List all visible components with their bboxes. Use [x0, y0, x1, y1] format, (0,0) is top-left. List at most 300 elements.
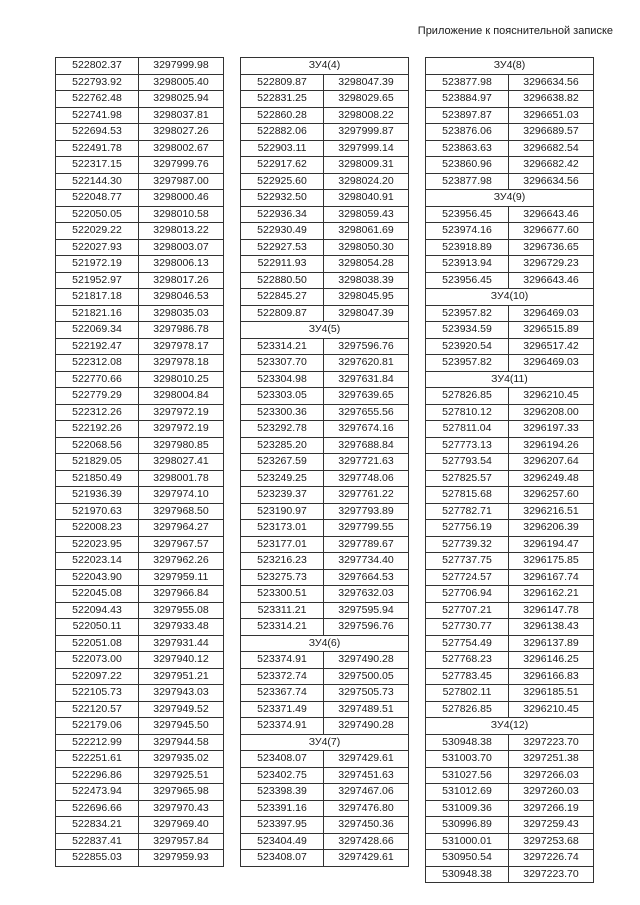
x-coordinate: 523267.59	[241, 454, 324, 471]
coordinate-row	[426, 751, 594, 768]
coordinate-row	[241, 388, 409, 405]
y-coordinate: 3296208.00	[509, 404, 594, 421]
section-header-row	[426, 371, 594, 388]
coordinate-row	[56, 586, 224, 603]
y-coordinate: 3296197.33	[509, 421, 594, 438]
coordinate-row	[241, 272, 409, 289]
coordinate-row	[56, 404, 224, 421]
y-coordinate: 3297951.21	[139, 668, 224, 685]
y-coordinate: 3296643.46	[509, 272, 594, 289]
x-coordinate: 522930.49	[241, 223, 324, 240]
x-coordinate: 522911.93	[241, 256, 324, 273]
section-title: ЗУ4(11)	[426, 371, 594, 388]
x-coordinate: 522762.48	[56, 91, 139, 108]
coordinate-row	[56, 206, 224, 223]
coordinate-row	[56, 388, 224, 405]
x-coordinate: 523311.21	[241, 602, 324, 619]
y-coordinate: 3297962.26	[139, 553, 224, 570]
x-coordinate: 530948.38	[426, 734, 509, 751]
x-coordinate: 527826.85	[426, 388, 509, 405]
coordinate-row	[56, 421, 224, 438]
x-coordinate: 522048.77	[56, 190, 139, 207]
x-coordinate: 522312.08	[56, 355, 139, 372]
coordinate-row	[56, 355, 224, 372]
y-coordinate: 3298005.40	[139, 74, 224, 91]
y-coordinate: 3296638.82	[509, 91, 594, 108]
coordinate-row	[241, 503, 409, 520]
x-coordinate: 522927.53	[241, 239, 324, 256]
y-coordinate: 3298035.03	[139, 305, 224, 322]
section-title: ЗУ4(9)	[426, 190, 594, 207]
coordinate-row	[241, 223, 409, 240]
x-coordinate: 527756.19	[426, 520, 509, 537]
coordinate-row	[426, 520, 594, 537]
y-coordinate: 3298054.28	[324, 256, 409, 273]
coordinate-row	[241, 652, 409, 669]
x-coordinate: 522027.93	[56, 239, 139, 256]
y-coordinate: 3298004.84	[139, 388, 224, 405]
coordinate-row	[426, 850, 594, 867]
x-coordinate: 523957.82	[426, 305, 509, 322]
x-coordinate: 527826.85	[426, 701, 509, 718]
coordinate-row	[56, 91, 224, 108]
y-coordinate: 3298046.53	[139, 289, 224, 306]
coordinate-row	[426, 470, 594, 487]
y-coordinate: 3297467.06	[324, 784, 409, 801]
x-coordinate: 523173.01	[241, 520, 324, 537]
coordinate-row	[241, 718, 409, 735]
x-coordinate: 522860.28	[241, 107, 324, 124]
coordinate-row	[241, 421, 409, 438]
x-coordinate: 522903.11	[241, 140, 324, 157]
coordinate-row	[241, 602, 409, 619]
x-coordinate: 530948.38	[426, 866, 509, 883]
y-coordinate: 3297925.51	[139, 767, 224, 784]
x-coordinate: 522023.14	[56, 553, 139, 570]
y-coordinate: 3296469.03	[509, 355, 594, 372]
y-coordinate: 3296736.65	[509, 239, 594, 256]
x-coordinate: 530996.89	[426, 817, 509, 834]
coordinate-row	[426, 784, 594, 801]
coordinate-row	[241, 569, 409, 586]
coordinate-row	[426, 91, 594, 108]
y-coordinate: 3296257.60	[509, 487, 594, 504]
coordinate-row	[56, 833, 224, 850]
x-coordinate: 527706.94	[426, 586, 509, 603]
x-coordinate: 522251.61	[56, 751, 139, 768]
coordinate-row	[241, 371, 409, 388]
coordinate-row	[241, 586, 409, 603]
y-coordinate: 3297596.76	[324, 338, 409, 355]
coordinate-row	[426, 817, 594, 834]
coordinate-row	[56, 569, 224, 586]
x-coordinate: 522050.11	[56, 619, 139, 636]
y-coordinate: 3297974.10	[139, 487, 224, 504]
coordinate-row	[56, 487, 224, 504]
y-coordinate: 3297266.19	[509, 800, 594, 817]
x-coordinate: 522917.62	[241, 157, 324, 174]
coordinate-row	[426, 305, 594, 322]
coordinate-row	[56, 734, 224, 751]
x-coordinate: 523913.94	[426, 256, 509, 273]
y-coordinate: 3298038.39	[324, 272, 409, 289]
x-coordinate: 523404.49	[241, 833, 324, 850]
coordinate-row	[56, 124, 224, 141]
coordinate-row	[241, 140, 409, 157]
coordinate-row	[241, 355, 409, 372]
x-coordinate: 522043.90	[56, 569, 139, 586]
section-header-row	[241, 322, 409, 339]
y-coordinate: 3297429.61	[324, 751, 409, 768]
y-coordinate: 3296194.26	[509, 437, 594, 454]
x-coordinate: 522855.03	[56, 850, 139, 867]
x-coordinate: 527737.75	[426, 553, 509, 570]
y-coordinate: 3297978.17	[139, 338, 224, 355]
coordinate-row	[56, 536, 224, 553]
coordinate-row	[56, 256, 224, 273]
y-coordinate: 3298013.22	[139, 223, 224, 240]
x-coordinate: 523367.74	[241, 685, 324, 702]
coordinate-row	[241, 470, 409, 487]
y-coordinate: 3296729.23	[509, 256, 594, 273]
coordinate-row	[241, 520, 409, 537]
x-coordinate: 522105.73	[56, 685, 139, 702]
coordinate-row	[56, 784, 224, 801]
coordinate-row	[426, 437, 594, 454]
x-coordinate: 522770.66	[56, 371, 139, 388]
y-coordinate: 3297596.76	[324, 619, 409, 636]
x-coordinate: 522068.56	[56, 437, 139, 454]
x-coordinate: 522491.78	[56, 140, 139, 157]
x-coordinate: 522845.27	[241, 289, 324, 306]
y-coordinate: 3298010.58	[139, 206, 224, 223]
x-coordinate: 522120.57	[56, 701, 139, 718]
x-coordinate: 527783.45	[426, 668, 509, 685]
coordinate-row	[426, 140, 594, 157]
coordinate-row	[241, 74, 409, 91]
x-coordinate: 522192.26	[56, 421, 139, 438]
section-header-row	[426, 289, 594, 306]
y-coordinate: 3297451.63	[324, 767, 409, 784]
y-coordinate: 3298009.31	[324, 157, 409, 174]
x-coordinate: 531003.70	[426, 751, 509, 768]
coordinate-row	[241, 206, 409, 223]
y-coordinate: 3297490.28	[324, 652, 409, 669]
y-coordinate: 3297972.19	[139, 421, 224, 438]
coordinate-row	[426, 734, 594, 751]
y-coordinate: 3296515.89	[509, 322, 594, 339]
coordinate-row	[56, 668, 224, 685]
x-coordinate: 523877.98	[426, 173, 509, 190]
y-coordinate: 3297969.40	[139, 817, 224, 834]
coordinate-row	[56, 817, 224, 834]
coordinate-row	[426, 685, 594, 702]
x-coordinate: 522023.95	[56, 536, 139, 553]
y-coordinate: 3298006.13	[139, 256, 224, 273]
x-coordinate: 527825.57	[426, 470, 509, 487]
x-coordinate: 523372.74	[241, 668, 324, 685]
y-coordinate: 3296651.03	[509, 107, 594, 124]
x-coordinate: 523934.59	[426, 322, 509, 339]
x-coordinate: 527782.71	[426, 503, 509, 520]
y-coordinate: 3297500.05	[324, 668, 409, 685]
y-coordinate: 3297632.03	[324, 586, 409, 603]
y-coordinate: 3297639.65	[324, 388, 409, 405]
coordinate-row	[56, 272, 224, 289]
coordinate-row	[426, 355, 594, 372]
coordinate-row	[56, 157, 224, 174]
y-coordinate: 3296682.54	[509, 140, 594, 157]
x-coordinate: 522809.87	[241, 305, 324, 322]
coordinate-row	[241, 784, 409, 801]
x-coordinate: 523300.36	[241, 404, 324, 421]
x-coordinate: 522741.98	[56, 107, 139, 124]
x-coordinate: 522925.60	[241, 173, 324, 190]
coordinate-row	[426, 124, 594, 141]
coordinate-row	[241, 833, 409, 850]
y-coordinate: 3296643.46	[509, 206, 594, 223]
x-coordinate: 523920.54	[426, 338, 509, 355]
x-coordinate: 522029.22	[56, 223, 139, 240]
x-coordinate: 522317.15	[56, 157, 139, 174]
y-coordinate: 3298027.26	[139, 124, 224, 141]
coordinate-row	[56, 239, 224, 256]
x-coordinate: 523314.21	[241, 619, 324, 636]
y-coordinate: 3297957.84	[139, 833, 224, 850]
x-coordinate: 523408.07	[241, 850, 324, 867]
y-coordinate: 3298003.07	[139, 239, 224, 256]
x-coordinate: 522008.23	[56, 520, 139, 537]
y-coordinate: 3298047.39	[324, 305, 409, 322]
y-coordinate: 3297450.36	[324, 817, 409, 834]
y-coordinate: 3297999.98	[139, 58, 224, 75]
section-header-row	[426, 58, 594, 75]
y-coordinate: 3298037.81	[139, 107, 224, 124]
coordinate-row	[426, 635, 594, 652]
section-title: ЗУ4(12)	[426, 718, 594, 735]
coordinate-row	[426, 272, 594, 289]
y-coordinate: 3297476.80	[324, 800, 409, 817]
coordinate-row	[56, 635, 224, 652]
x-coordinate: 522936.34	[241, 206, 324, 223]
y-coordinate: 3297940.12	[139, 652, 224, 669]
coordinate-row	[426, 619, 594, 636]
x-coordinate: 523863.63	[426, 140, 509, 157]
x-coordinate: 522192.47	[56, 338, 139, 355]
x-coordinate: 523860.96	[426, 157, 509, 174]
y-coordinate: 3297620.81	[324, 355, 409, 372]
coordinate-row	[241, 668, 409, 685]
y-coordinate: 3297253.68	[509, 833, 594, 850]
coordinate-row	[426, 701, 594, 718]
coordinate-row	[426, 652, 594, 669]
x-coordinate: 527754.49	[426, 635, 509, 652]
x-coordinate: 522793.92	[56, 74, 139, 91]
x-coordinate: 527811.04	[426, 421, 509, 438]
coordinate-row	[426, 767, 594, 784]
y-coordinate: 3296634.56	[509, 173, 594, 190]
x-coordinate: 523216.23	[241, 553, 324, 570]
coordinate-row	[56, 850, 224, 867]
y-coordinate: 3296210.45	[509, 388, 594, 405]
x-coordinate: 531000.01	[426, 833, 509, 850]
x-coordinate: 523402.75	[241, 767, 324, 784]
coordinate-row	[56, 701, 224, 718]
y-coordinate: 3296147.78	[509, 602, 594, 619]
x-coordinate: 523956.45	[426, 272, 509, 289]
x-coordinate: 523292.78	[241, 421, 324, 438]
x-coordinate: 523239.37	[241, 487, 324, 504]
coordinates-table-1	[55, 57, 224, 867]
y-coordinate: 3298061.69	[324, 223, 409, 240]
coordinate-row	[241, 619, 409, 636]
y-coordinate: 3297959.93	[139, 850, 224, 867]
section-header-row	[241, 58, 409, 75]
coordinate-row	[426, 256, 594, 273]
y-coordinate: 3297965.98	[139, 784, 224, 801]
y-coordinate: 3296162.21	[509, 586, 594, 603]
y-coordinate: 3297949.52	[139, 701, 224, 718]
y-coordinate: 3297999.76	[139, 157, 224, 174]
y-coordinate: 3298002.67	[139, 140, 224, 157]
x-coordinate: 527724.57	[426, 569, 509, 586]
coordinate-row	[426, 173, 594, 190]
coordinate-row	[56, 58, 224, 75]
y-coordinate: 3298040.91	[324, 190, 409, 207]
x-coordinate: 523408.07	[241, 751, 324, 768]
coordinate-row	[56, 454, 224, 471]
y-coordinate: 3297944.58	[139, 734, 224, 751]
y-coordinate: 3297955.08	[139, 602, 224, 619]
section-title: ЗУ4(6)	[241, 635, 409, 652]
section-header-row	[241, 635, 409, 652]
coordinate-row	[241, 338, 409, 355]
x-coordinate: 523303.05	[241, 388, 324, 405]
y-coordinate: 3297970.43	[139, 800, 224, 817]
y-coordinate: 3298047.39	[324, 74, 409, 91]
x-coordinate: 522179.06	[56, 718, 139, 735]
x-coordinate: 531009.36	[426, 800, 509, 817]
coordinate-row	[56, 289, 224, 306]
x-coordinate: 530950.54	[426, 850, 509, 867]
x-coordinate: 523391.16	[241, 800, 324, 817]
section-title: ЗУ4(8)	[426, 58, 594, 75]
coordinate-row	[426, 586, 594, 603]
coordinate-row	[426, 206, 594, 223]
y-coordinate: 3297655.56	[324, 404, 409, 421]
x-coordinate: 522097.22	[56, 668, 139, 685]
y-coordinate: 3296517.42	[509, 338, 594, 355]
y-coordinate: 3297933.48	[139, 619, 224, 636]
x-coordinate: 523897.87	[426, 107, 509, 124]
coordinate-row	[426, 404, 594, 421]
page-header: Приложение к пояснительной записке	[417, 25, 613, 37]
x-coordinate: 527739.32	[426, 536, 509, 553]
y-coordinate: 3297223.70	[509, 866, 594, 883]
coordinate-row	[241, 404, 409, 421]
y-coordinate: 3297972.19	[139, 404, 224, 421]
x-coordinate: 521821.16	[56, 305, 139, 322]
y-coordinate: 3296206.39	[509, 520, 594, 537]
x-coordinate: 522837.41	[56, 833, 139, 850]
coordinate-row	[56, 602, 224, 619]
y-coordinate: 3297734.40	[324, 553, 409, 570]
x-coordinate: 522050.05	[56, 206, 139, 223]
x-coordinate: 523285.20	[241, 437, 324, 454]
y-coordinate: 3297999.14	[324, 140, 409, 157]
section-header-row	[241, 734, 409, 751]
coordinate-row	[56, 800, 224, 817]
coordinate-row	[426, 569, 594, 586]
y-coordinate: 3296194.47	[509, 536, 594, 553]
x-coordinate: 522312.26	[56, 404, 139, 421]
y-coordinate: 3297489.51	[324, 701, 409, 718]
x-coordinate: 523918.89	[426, 239, 509, 256]
coordinate-row	[56, 652, 224, 669]
y-coordinate: 3297959.11	[139, 569, 224, 586]
y-coordinate: 3298017.26	[139, 272, 224, 289]
x-coordinate: 523876.06	[426, 124, 509, 141]
x-coordinate: 522094.43	[56, 602, 139, 619]
coordinate-row	[426, 503, 594, 520]
y-coordinate: 3297260.03	[509, 784, 594, 801]
coordinate-row	[56, 140, 224, 157]
y-coordinate: 3296167.74	[509, 569, 594, 586]
y-coordinate: 3297505.73	[324, 685, 409, 702]
x-coordinate: 522212.99	[56, 734, 139, 751]
x-coordinate: 522144.30	[56, 173, 139, 190]
y-coordinate: 3297799.55	[324, 520, 409, 537]
section-title: ЗУ4(10)	[426, 289, 594, 306]
coordinate-row	[56, 470, 224, 487]
x-coordinate: 523177.01	[241, 536, 324, 553]
section-header-row	[426, 718, 594, 735]
y-coordinate: 3296166.83	[509, 668, 594, 685]
coordinate-row	[56, 553, 224, 570]
y-coordinate: 3296689.57	[509, 124, 594, 141]
y-coordinate: 3297688.84	[324, 437, 409, 454]
section-header-row	[426, 190, 594, 207]
coordinate-row	[241, 454, 409, 471]
x-coordinate: 527793.54	[426, 454, 509, 471]
y-coordinate: 3296249.48	[509, 470, 594, 487]
coordinate-row	[56, 305, 224, 322]
coordinate-row	[426, 223, 594, 240]
coordinate-row	[426, 74, 594, 91]
x-coordinate: 522694.53	[56, 124, 139, 141]
x-coordinate: 523974.16	[426, 223, 509, 240]
coordinate-row	[56, 619, 224, 636]
coordinate-row	[426, 487, 594, 504]
coordinate-row	[426, 602, 594, 619]
y-coordinate: 3297793.89	[324, 503, 409, 520]
x-coordinate: 523877.98	[426, 74, 509, 91]
y-coordinate: 3298001.78	[139, 470, 224, 487]
coordinate-row	[426, 239, 594, 256]
x-coordinate: 521972.19	[56, 256, 139, 273]
x-coordinate: 522932.50	[241, 190, 324, 207]
x-coordinate: 523957.82	[426, 355, 509, 372]
coordinates-table-2	[240, 57, 409, 867]
y-coordinate: 3297266.03	[509, 767, 594, 784]
y-coordinate: 3296138.43	[509, 619, 594, 636]
x-coordinate: 523956.45	[426, 206, 509, 223]
y-coordinate: 3297986.78	[139, 322, 224, 339]
y-coordinate: 3297664.53	[324, 569, 409, 586]
y-coordinate: 3296146.25	[509, 652, 594, 669]
y-coordinate: 3297761.22	[324, 487, 409, 504]
coordinate-row	[241, 850, 409, 867]
